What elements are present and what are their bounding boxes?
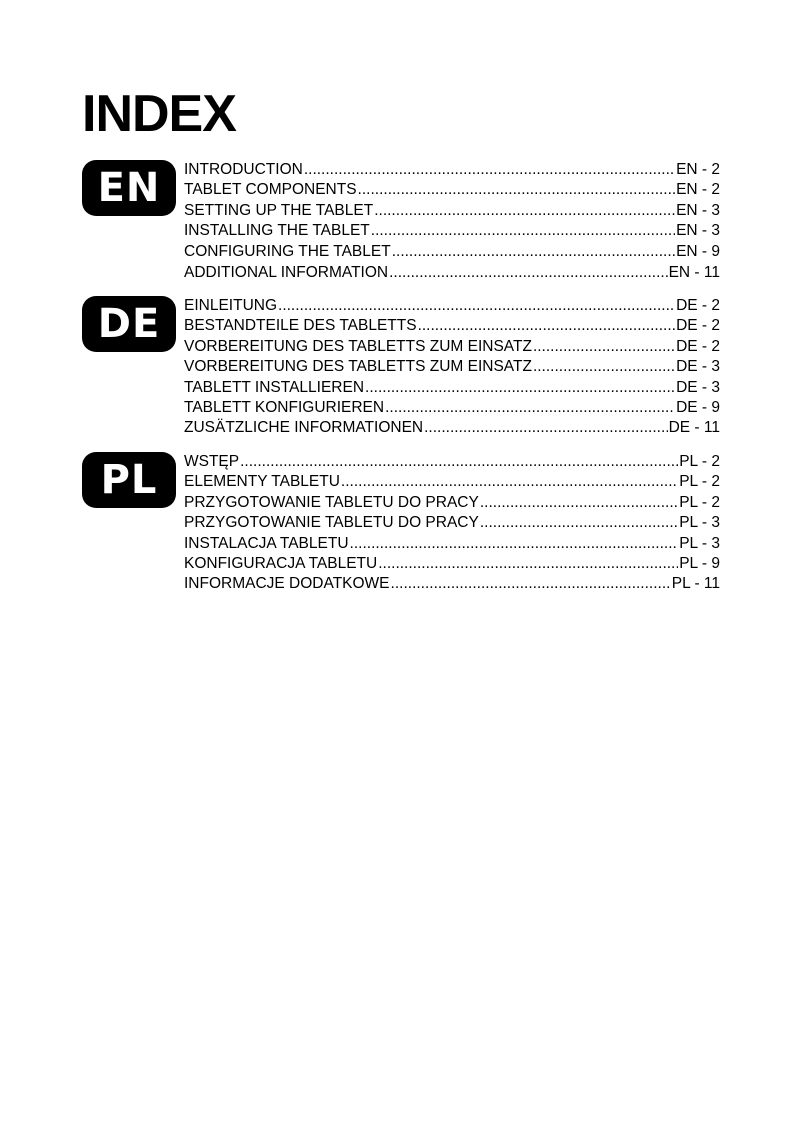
toc-entry-label: WSTĘP	[184, 453, 240, 470]
toc-entry-label: VORBEREITUNG DES TABLETTS ZUM EINSATZ	[184, 358, 532, 376]
dot-leader	[480, 493, 678, 513]
toc-entry-label: ELEMENTY TABLETU	[184, 473, 340, 491]
toc-entry-label: PRZYGOTOWANIE TABLETU DO PRACY	[184, 514, 479, 532]
toc-entry-page: PL - 3	[679, 514, 720, 532]
toc-list-pl	[184, 452, 720, 595]
dot-leader	[341, 472, 678, 492]
dot-leader	[240, 452, 678, 472]
language-badge-en: EN	[82, 160, 176, 216]
toc-entry-page: PL - 2	[679, 473, 720, 491]
toc-entry[interactable]	[184, 242, 720, 262]
language-badge-de: DE	[82, 296, 176, 352]
dot-leader	[378, 554, 678, 574]
toc-entry-page: DE - 9	[676, 398, 720, 416]
toc-entry[interactable]	[184, 296, 720, 316]
toc-entry-label: EINLEITUNG	[184, 297, 278, 314]
toc-entry-label: INSTALACJA TABLETU	[184, 534, 349, 552]
toc-entry-label: CONFIGURING THE TABLET	[184, 242, 391, 260]
toc-entry-page: PL - 2	[679, 453, 720, 470]
toc-entry-page: PL - 11	[671, 575, 720, 593]
toc-entry[interactable]	[184, 160, 720, 180]
dot-leader	[533, 357, 675, 377]
toc-entry-label: BESTANDTEILE DES TABLETTS	[184, 317, 417, 335]
dot-leader	[365, 378, 675, 398]
toc-entry-page: DE - 3	[676, 378, 720, 396]
toc-entry-label: INSTALLING THE TABLET	[184, 222, 370, 240]
toc-entry-page: DE - 2	[676, 297, 720, 314]
language-badge-pl: PL	[82, 452, 176, 508]
toc-entry-label: TABLETT KONFIGURIEREN	[184, 398, 385, 416]
toc-entry[interactable]	[184, 513, 720, 533]
dot-leader	[391, 574, 671, 594]
dot-leader	[533, 337, 675, 357]
toc-entry[interactable]	[184, 180, 720, 200]
toc-entry-page: PL - 2	[679, 493, 720, 511]
toc-entry-label: SETTING UP THE TABLET	[184, 201, 374, 219]
toc-entry-page: EN - 9	[676, 242, 720, 260]
dot-leader	[392, 242, 675, 262]
dot-leader	[304, 160, 675, 180]
toc-entry-label: PRZYGOTOWANIE TABLETU DO PRACY	[184, 493, 479, 511]
toc-entry-page: DE - 2	[676, 337, 720, 355]
dot-leader	[358, 180, 676, 200]
page-title: INDEX	[82, 85, 236, 143]
dot-leader	[385, 398, 675, 418]
toc-entry[interactable]	[184, 221, 720, 241]
toc-entry-label: TABLETT INSTALLIEREN	[184, 378, 365, 396]
toc-entry[interactable]	[184, 574, 720, 594]
toc-entry-label: ZUSÄTZLICHE INFORMATIONEN	[184, 419, 424, 437]
toc-entry[interactable]	[184, 357, 720, 377]
dot-leader	[371, 221, 675, 241]
toc-entry-page: DE - 11	[668, 419, 720, 437]
toc-entry[interactable]	[184, 472, 720, 492]
toc-entry-label: KONFIGURACJA TABLETU	[184, 554, 378, 572]
toc-list-de	[184, 296, 720, 439]
toc-entry[interactable]	[184, 418, 720, 438]
toc-entry[interactable]	[184, 262, 720, 284]
toc-entry-page: EN - 2	[676, 181, 720, 199]
toc-entry[interactable]	[184, 554, 720, 574]
toc-entry[interactable]	[184, 493, 720, 513]
toc-entry-label: ADDITIONAL INFORMATION	[184, 263, 389, 281]
toc-entry-page: EN - 3	[676, 201, 720, 219]
toc-entry[interactable]	[184, 452, 720, 472]
toc-list-en	[184, 160, 720, 284]
toc-entry-label: VORBEREITUNG DES TABLETTS ZUM EINSATZ	[184, 337, 532, 355]
toc-entry-page: EN - 3	[676, 222, 720, 240]
toc-entry-label: INFORMACJE DODATKOWE	[184, 575, 390, 593]
dot-leader	[350, 534, 679, 554]
dot-leader	[389, 262, 668, 284]
toc-entry-page: DE - 2	[676, 317, 720, 335]
toc-entry[interactable]	[184, 316, 720, 336]
dot-leader	[418, 316, 676, 336]
toc-entry[interactable]	[184, 534, 720, 554]
toc-entry[interactable]	[184, 201, 720, 221]
toc-entry[interactable]	[184, 378, 720, 398]
toc-entry-page: EN - 11	[668, 263, 720, 281]
toc-entry-page: PL - 3	[679, 534, 720, 552]
toc-entry[interactable]	[184, 337, 720, 357]
toc-entry-page: PL - 9	[679, 554, 720, 572]
toc-entry-page: EN - 2	[676, 161, 720, 178]
toc-entry-label: INTRODUCTION	[184, 161, 303, 178]
toc-entry-label: TABLET COMPONENTS	[184, 181, 357, 199]
dot-leader	[374, 201, 675, 221]
dot-leader	[480, 513, 678, 533]
dot-leader	[424, 418, 667, 438]
dot-leader	[278, 296, 675, 316]
toc-entry[interactable]	[184, 398, 720, 418]
toc-entry-page: DE - 3	[676, 358, 720, 376]
